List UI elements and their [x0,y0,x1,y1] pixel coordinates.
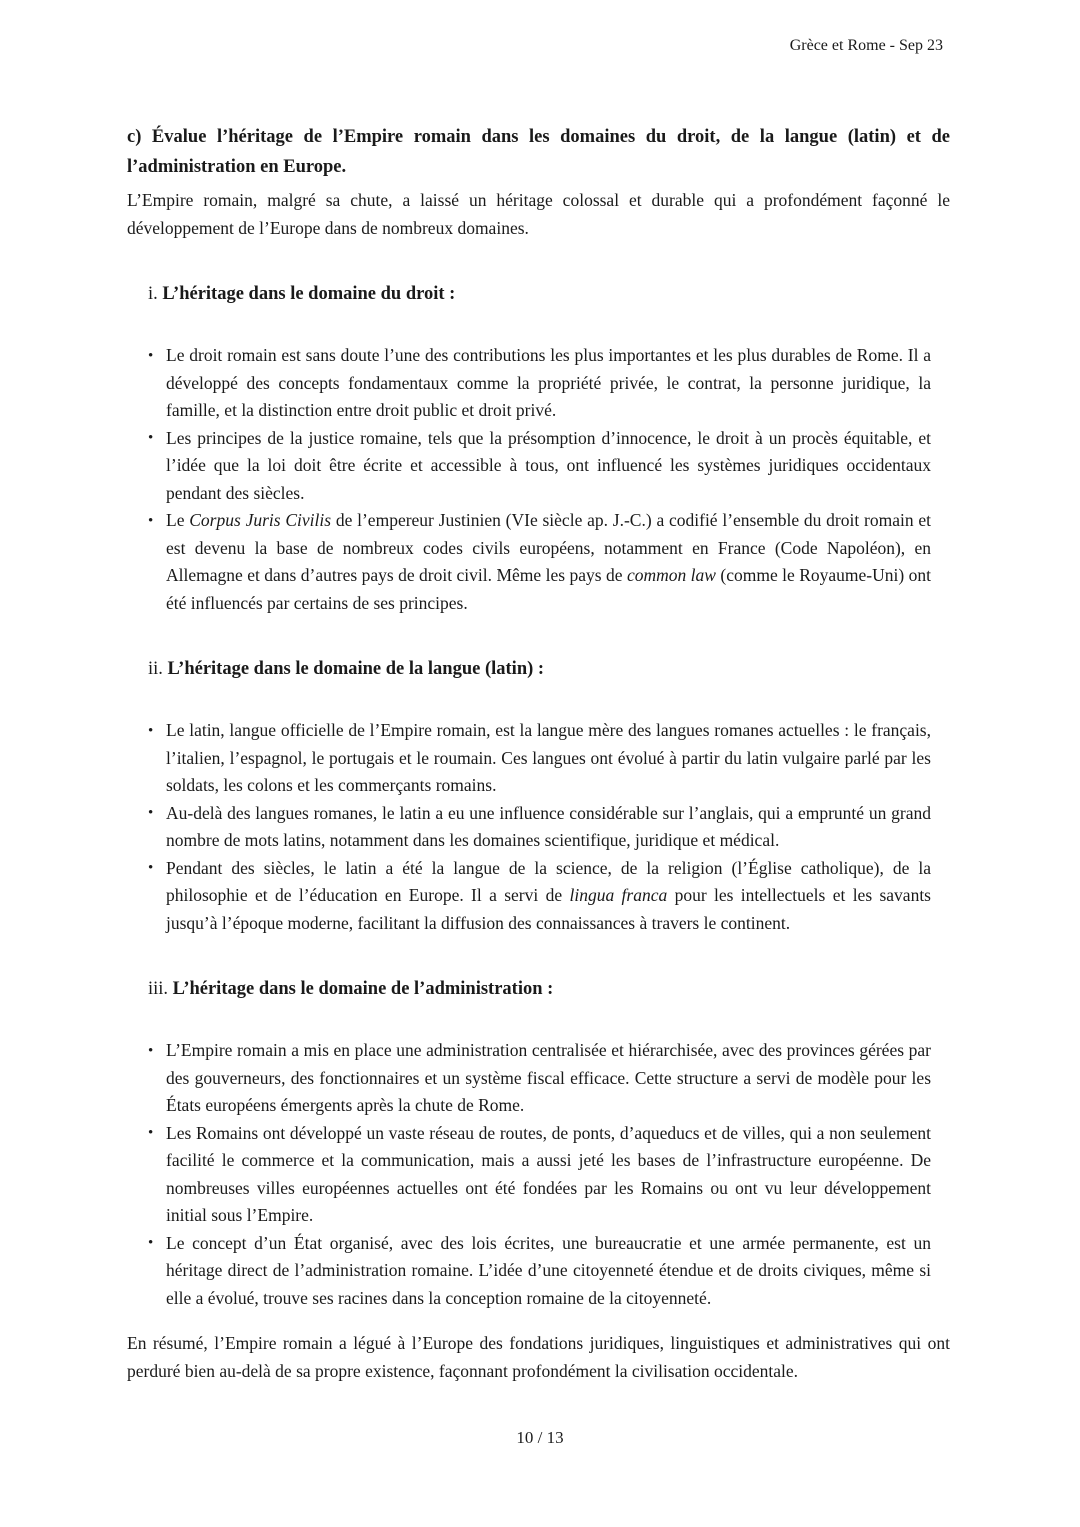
section-heading [148,655,950,684]
italic-text-run: lingua franca [569,885,668,905]
section-numeral: iii. [148,979,173,999]
section-droit [127,280,950,617]
bullet-item [166,1037,931,1120]
page-number: 10 / 13 [516,1428,564,1447]
bullet-item [166,425,931,508]
section-numeral: ii. [148,659,168,679]
bullet-item [166,855,931,938]
text-run: (comme le Royaume-Uni) ont été influencés par certains de ses principes. [166,565,931,613]
text-run: pour les intellectuels et les savants jusqu’à l’époque moderne, facilitant la diffusion des connaissances à travers le continent. [166,885,931,933]
text-run: Le [166,510,190,530]
bullet-list [127,342,950,617]
bullet-item [166,800,931,855]
text-run: Pendant des siècles, le latin a été la langue de la science, de la religion (l’Église catholique), de la philosophie et de l’éducation en Europe. Il a servi de [166,857,931,905]
section-numeral: i. [148,284,163,304]
italic-text-run: common law [626,565,716,585]
text-run: Le concept d’un État organisé, avec des lois écrites, une bureaucratie et une armée permanente, est un héritage direct de l’administration romaine. L’idée d’une citoyenneté étendue et de droits civiques, même si elle a évolué, trouve ses racines dans la conception romaine de la citoyenneté. [166,1232,931,1308]
page-footer [0,1428,1080,1448]
bullet-item [166,717,931,800]
text-run: Les principes de la justice romaine, tels que la présomption d’innocence, le droit à un procès équitable, et l’idée que la loi doit être écrite et accessible à tous, ont influencé les systèmes juridiques occidentaux pendant des siècles. [166,427,931,503]
text-run: Les Romains ont développé un vaste réseau de routes, de ponts, d’aqueducs et de villes, qui a non seulement facilité le commerce et la communication, mais a aussi jeté les bases de l’infrastructure européenne. De nombreuses villes européennes actuelles ont été fondées par les Romains ou ont vu leur développement initial sous l’Empire. [166,1122,931,1225]
text-run: de l’empereur Justinien (VIe siècle ap. J.-C.) a codifié l’ensemble du droit romain et est devenu la base de nombreux codes civils européens, notamment en France (Code Napoléon), en Allemagne et dans d’autres pays de droit civil. Même les pays de [166,510,931,585]
conclusion-paragraph: En résumé, l’Empire romain a légué à l’Europe des fondations juridiques, linguistiques et administratives qui ont perduré bien au-delà de sa propre existence, façonnant profondément la civilisation occidentale. [127,1333,950,1381]
header-course-title: Grèce et Rome - Sep 23 [789,37,943,54]
question-title: c) Évalue l’héritage de l’Empire romain dans les domaines du droit, de la langue (latin) et de l’administration en Europe. [127,127,950,177]
bullet-item [166,342,931,425]
section-heading-text: L’héritage dans le domaine de l’administration : [172,979,554,999]
section-heading-text: L’héritage dans le domaine de la langue (latin) : [167,659,545,679]
section-heading [148,280,950,309]
italic-text-run: Corpus Juris Civilis [189,510,332,530]
page-header [127,36,943,56]
section-langue [127,655,950,937]
text-run: Le latin, langue officielle de l’Empire romain, est la langue mère des langues romanes actuelles : le français, l’italien, l’espagnol, le portugais et le roumain. Ces langues ont évolué à partir du latin vulgaire parlé par les soldats, les colons et les commerçants romains. [166,720,931,795]
text-run: L’Empire romain a mis en place une administration centralisée et hiérarchisée, avec des provinces gérées par des gouverneurs, des fonctionnaires et un système fiscal efficace. Cette structure a servi de modèle pour les États européens émergents après la chute de Rome. [166,1040,931,1115]
bullet-list [127,717,950,937]
intro-paragraph: L’Empire romain, malgré sa chute, a laissé un héritage colossal et durable qui a profondément façonné le développement de l’Europe dans de nombreux domaines. [127,190,950,238]
bullet-item [166,1230,931,1313]
section-administration [127,975,950,1312]
text-run: Au-delà des langues romanes, le latin a eu une influence considérable sur l’anglais, qui a emprunté un grand nombre de mots latins, notamment dans les domaines scientifique, juridique et médical. [166,802,931,850]
sections-container [127,280,950,1312]
bullet-item [166,1120,931,1230]
section-heading [148,975,950,1004]
bullet-list [127,1037,950,1312]
bullet-item [166,507,931,617]
text-run: Le droit romain est sans doute l’une des contributions les plus importantes et les plus durables de Rome. Il a développé des concepts fondamentaux comme la propriété privée, le contrat, la personne juridique, la famille, et la distinction entre droit public et droit privé. [166,345,931,420]
section-heading-text: L’héritage dans le domaine du droit : [162,284,456,304]
